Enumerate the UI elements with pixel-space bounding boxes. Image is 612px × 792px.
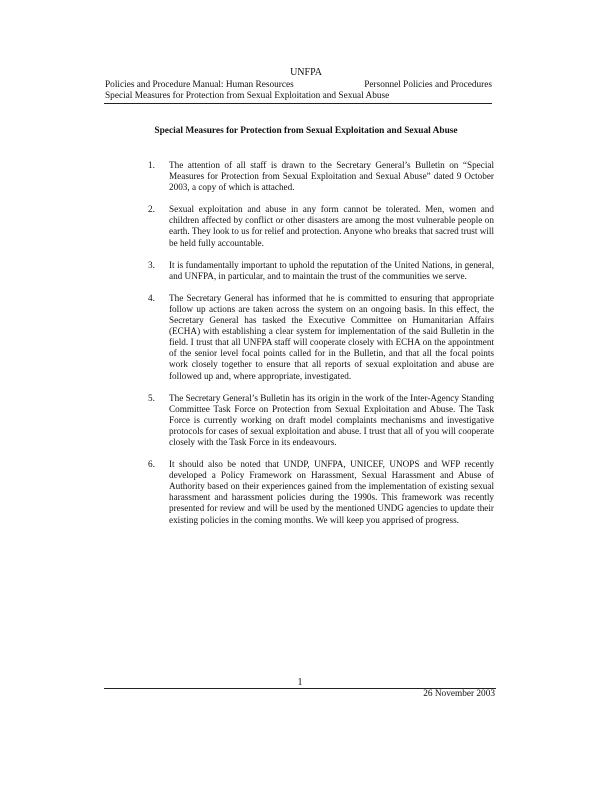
section-title: Personnel Policies and Procedures [364, 80, 492, 90]
item-text: It should also be noted that UNDP, UNFPA, UNICEF, UNOPS and WFP recently developed a Policy Framework on Harassment, Sexual Harassment and Abuse of Authority based on their experiences gained from the implementation of existing sexual harassment and harassment policies during the 1990s. This framework was recently presented for review and will be used by the mentioned UNDG agencies to update their existing policies in the coming months. We will keep you apprised of progress. [169, 459, 494, 525]
manual-title: Policies and Procedure Manual: Human Resources [105, 80, 294, 90]
item-number: 6. [148, 459, 155, 470]
footer-date: 26 November 2003 [423, 689, 495, 699]
item-text: The Secretary General has informed that he is committed to ensuring that appropriate follow up actions are taken across the system on an ongoing basis. In this effect, the Secretary General has tasked the Executive Committee on Humanitarian Affairs (ECHA) with establishing a clear system for implementation of the said Bulletin in the field. I trust that all UNFPA staff will cooperate closely with ECHA on the appointment of the senior level focal points called for in the Bulletin, and that all the focal points work closely together to ensure that all reports of sexual exploitation and abuse are followed up and, where appropriate, investigated. [169, 292, 494, 381]
item-number: 3. [148, 259, 155, 270]
list-item [148, 204, 494, 248]
item-number: 4. [148, 292, 155, 303]
item-number: 2. [148, 204, 155, 215]
document-title: Special Measures for Protection from Sexual Exploitation and Sexual Abuse [154, 126, 458, 136]
header-divider [104, 103, 492, 104]
list-item [148, 260, 494, 282]
list-item [148, 160, 494, 193]
organization-name: UNFPA [290, 67, 322, 78]
item-text: The Secretary General’s Bulletin has its origin in the work of the Inter-Agency Standing Committee Task Force on Protection from Sexual Exploitation and Abuse. The Task Force is currently working on draft model complaints mechanisms and investigative protocols for cases of sexual exploitation and abuse. I trust that all of you will cooperate closely with the Task Force in its endeavours. [169, 392, 494, 447]
page-number: 1 [297, 677, 303, 688]
numbered-list [148, 160, 494, 537]
item-number: 1. [148, 160, 155, 170]
list-item [148, 459, 494, 526]
item-text: The attention of all staff is drawn to the Secretary General’s Bulletin on “Special Measures for Protection from Sexual Exploitation and Sexual Abuse” dated 9 October 2003, a copy of which is attached. [169, 160, 494, 193]
subsection-title: Special Measures for Protection from Sexual Exploitation and Sexual Abuse [105, 91, 390, 101]
item-text: Sexual exploitation and abuse in any form cannot be tolerated. Men, women and children affected by conflict or other disasters are among the most vulnerable people on earth. They look to us for relief and protection. Anyone who breaks that sacred trust will be held fully accountable. [169, 204, 494, 248]
item-text: It is fundamentally important to uphold the reputation of the United Nations, in general, and UNFPA, in particular, and to maintain the trust of the communities we serve. [169, 259, 494, 281]
list-item [148, 293, 494, 382]
list-item [148, 393, 494, 448]
item-number: 5. [148, 392, 155, 403]
